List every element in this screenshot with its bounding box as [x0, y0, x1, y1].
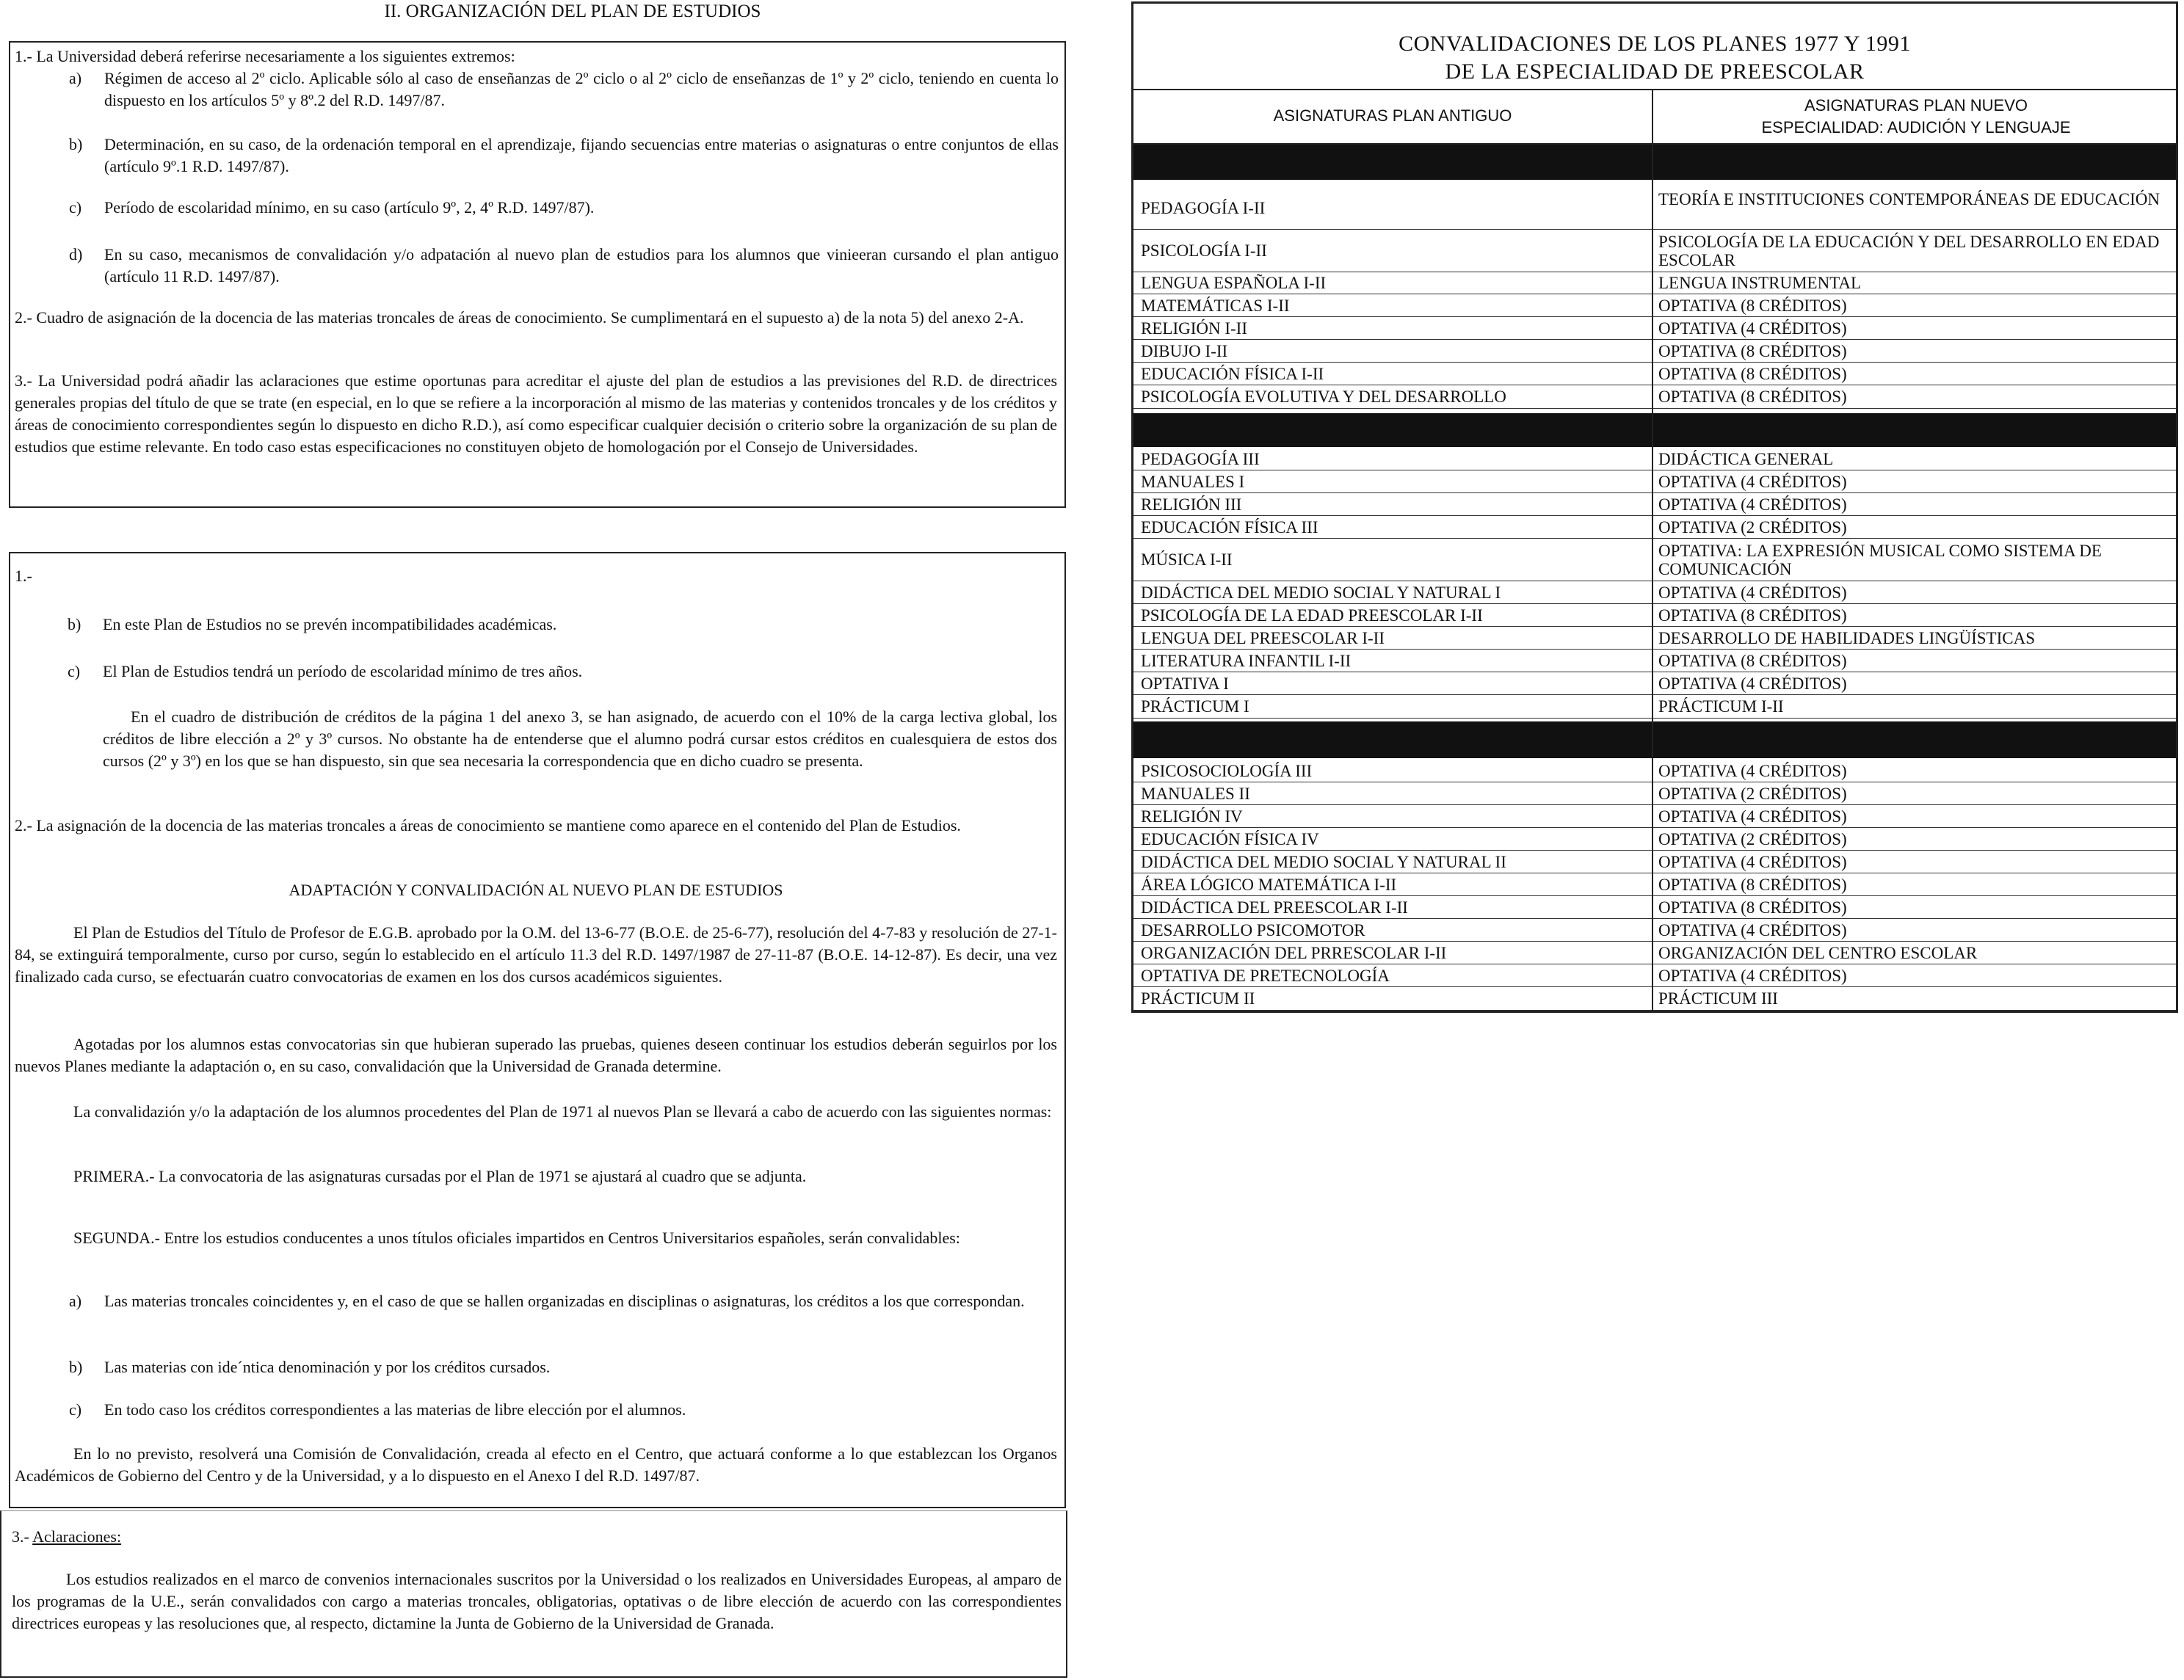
point-1c-text: El Plan de Estudios tendrá un período de escolaridad mínimo de tres años. — [103, 662, 583, 680]
new-subject-cell: DESARROLLO DE HABILIDADES LINGÜÍSTICAS — [1658, 629, 2036, 647]
new-subject-cell: OPTATIVA (4 CRÉDITOS) — [1658, 473, 1847, 491]
point-2: 2.- La asignación de la docencia de las materias troncales a áreas de conocimiento se mantiene como aparece en el contenido del Plan de Estudios. — [15, 816, 961, 834]
table-row — [1133, 294, 2176, 317]
adaptation-para-2: Agotadas por los alumnos estas convocatorias sin que hubieran superado las pruebas, quienes deseen continuar los estudios deberán seguirlos por los nuevos Planes mediante la adaptación o, en su caso, convalidación que la Universidad de Granada determine. — [15, 1035, 1057, 1075]
third-course-band — [1133, 721, 2176, 758]
table-row — [1133, 695, 2176, 719]
new-subject-cell: OPTATIVA (4 CRÉDITOS) — [1658, 319, 1847, 338]
table-row — [1133, 828, 2176, 851]
old-subject-cell: EDUCACIÓN FÍSICA IV — [1141, 830, 1319, 848]
old-plan-header: ASIGNATURAS PLAN ANTIGUO — [1273, 106, 1512, 125]
old-subject-cell: DIDÁCTICA DEL PREESCOLAR I-II — [1141, 898, 1408, 917]
new-subject-cell: PRÁCTICUM III — [1658, 989, 1778, 1008]
table-row — [1133, 385, 2176, 409]
instruction-3: 3.- La Universidad podrá añadir las aclaraciones que estime oportunas para acreditar el ajuste del plan de estudios a las previsiones del R.D. de directrices generales propias del título de que se trate (en especial, en lo que se refiere a la incorporación al mismo de las materias y contenidos troncales y de los créditos y áreas de conocimiento correspondientes según lo dispuesto en dicho R.D.), así como especificar cualquier decisión o criterio sobre la organización de su plan de estudios que estime relevante. En todo caso estas especificaciones no constituyen objeto de homologación por el Consejo de Universidades. — [15, 371, 1057, 456]
table-row — [1133, 873, 2176, 896]
new-subject-cell: OPTATIVA (8 CRÉDITOS) — [1658, 876, 1847, 894]
old-subject-cell: PEDAGOGÍA III — [1141, 450, 1260, 468]
new-subject-cell: OPTATIVA (8 CRÉDITOS) — [1658, 342, 1847, 360]
table-row — [1133, 187, 2176, 230]
adaptation-para-3: La convalidazión y/o la adaptación de los alumnos procedentes del Plan de 1971 al nuevos Plan se llevará a cabo de acuerdo con las siguientes normas: — [73, 1102, 1052, 1121]
table-row — [1133, 230, 2176, 272]
table-row — [1133, 942, 2176, 964]
convalidation-table — [1131, 1, 2178, 1013]
column-divider — [1652, 90, 1653, 1012]
old-subject-cell: RELIGIÓN III — [1141, 495, 1242, 514]
old-subject-cell: LENGUA ESPAÑOLA I-II — [1141, 274, 1327, 292]
adaptation-para-1: El Plan de Estudios del Título de Profesor de E.G.B. aprobado por la O.M. del 13-6-77 (B.O.E. de 25-6-77), resolución del 4-7-83 y resolución de 27-1-84, se extinguirá temporalmente, curso por curso, según lo establecido en el artículo 11.3 del R.D. 1497/1987 de 27-11-87 (B.O.E. 14-12-87). Es decir, una vez finalizado cada curso, se efectuarán cuatro convocatorias de examen en los dos cursos académicos siguientes. — [15, 923, 1057, 986]
new-subject-cell: OPTATIVA (4 CRÉDITOS) — [1658, 807, 1847, 826]
old-subject-cell: EDUCACIÓN FÍSICA III — [1141, 518, 1318, 537]
item-d-label: d) — [69, 245, 83, 263]
old-subject-cell: OPTATIVA I — [1141, 674, 1229, 693]
old-subject-cell: RELIGIÓN I-II — [1141, 319, 1247, 338]
rule-segunda: SEGUNDA.- Entre los estudios conducentes a unos títulos oficiales impartidos en Centros Universitarios españoles, serán convalidables: — [73, 1229, 960, 1247]
old-subject-cell: PSICOLOGÍA DE LA EDAD PREESCOLAR I-II — [1141, 606, 1483, 625]
new-subject-cell: OPTATIVA (4 CRÉDITOS) — [1658, 674, 1847, 693]
table-row — [1133, 672, 2176, 695]
new-plan-header-line-2: ESPECIALIDAD: AUDICIÓN Y LENGUAJE — [1761, 118, 2071, 137]
table-row — [1133, 448, 2176, 470]
table-row — [1133, 896, 2176, 919]
new-subject-cell: OPTATIVA (8 CRÉDITOS) — [1658, 388, 1847, 406]
second-course-band — [1133, 413, 2176, 447]
new-subject-cell: OPTATIVA (4 CRÉDITOS) — [1658, 762, 1847, 780]
point-1b-text: En este Plan de Estudios no se prevén incompatibilidades académicas. — [103, 615, 557, 633]
section-title: II. ORGANIZACIÓN DEL PLAN DE ESTUDIOS — [384, 1, 761, 21]
old-subject-cell: DIDÁCTICA DEL MEDIO SOCIAL Y NATURAL I — [1141, 583, 1501, 602]
new-subject-cell: OPTATIVA (4 CRÉDITOS) — [1658, 967, 1847, 985]
instruction-1: 1.- La Universidad deberá referirse necesariamente a los siguientes extremos: — [15, 47, 515, 65]
old-subject-cell: MANUALES I — [1141, 473, 1245, 491]
old-subject-cell: RELIGIÓN IV — [1141, 807, 1243, 826]
table-title-line-1: CONVALIDACIONES DE LOS PLANES 1977 Y 1991 — [1398, 32, 1911, 56]
new-subject-cell: DIDÁCTICA GENERAL — [1658, 450, 1834, 468]
table-row — [1133, 805, 2176, 828]
table-row — [1133, 851, 2176, 873]
new-plan-header-line-1: ASIGNATURAS PLAN NUEVO — [1804, 96, 2028, 114]
new-subject-cell: OPTATIVA (4 CRÉDITOS) — [1658, 495, 1847, 514]
point-1: 1.- — [15, 567, 32, 585]
old-subject-cell: MATEMÁTICAS I-II — [1141, 297, 1290, 315]
old-subject-cell: ÁREA LÓGICO MATEMÁTICA I-II — [1141, 876, 1397, 894]
table-row — [1133, 650, 2176, 672]
rule-primera: PRIMERA.- La convocatoria de las asignaturas cursadas por el Plan de 1971 se ajustará al cuadro que se adjunta. — [73, 1167, 807, 1185]
old-subject-cell: ORGANIZACIÓN DEL PRRESCOLAR I-II — [1141, 944, 1447, 962]
new-subject-cell: OPTATIVA (8 CRÉDITOS) — [1658, 297, 1847, 315]
old-subject-cell: EDUCACIÓN FÍSICA I-II — [1141, 365, 1324, 383]
new-subject-cell: OPTATIVA (4 CRÉDITOS) — [1658, 583, 1847, 602]
table-row — [1133, 470, 2176, 493]
instructions-box — [9, 41, 1066, 508]
new-subject-cell: OPTATIVA (2 CRÉDITOS) — [1658, 518, 1847, 537]
item-c-text: Período de escolaridad mínimo, en su caso (artículo 9º, 2, 4º R.D. 1497/87). — [104, 198, 595, 217]
table-row — [1133, 760, 2176, 782]
old-subject-cell: PEDAGOGÍA I-II — [1141, 199, 1266, 217]
new-subject-cell: PRÁCTICUM I-II — [1658, 697, 1784, 716]
old-subject-cell: MÚSICA I-II — [1141, 550, 1233, 569]
new-subject-cell: ORGANIZACIÓN DEL CENTRO ESCOLAR — [1658, 944, 1978, 962]
item-a-text: Régimen de acceso al 2º ciclo. Aplicable sólo al caso de enseñanzas de 2º ciclo o al 2º ciclo de enseñanzas de 1º y 2º ciclo, teniendo en cuenta lo dispuesto en los artículos 5º y 8º.2 del R.D. 1497/87. — [104, 69, 1059, 109]
old-subject-cell: LENGUA DEL PREESCOLAR I-II — [1141, 629, 1385, 647]
table-row — [1133, 340, 2176, 363]
new-subject-cell: LENGUA INSTRUMENTAL — [1658, 274, 1862, 292]
item-a-label: a) — [69, 69, 82, 87]
clarifications-heading: 3.- Aclaraciones: — [12, 1527, 122, 1546]
table-row — [1133, 627, 2176, 650]
old-subject-cell: LITERATURA INFANTIL I-II — [1141, 652, 1352, 670]
rule-c-text: En todo caso los créditos correspondientes a las materias de libre elección por el alumnos. — [104, 1400, 686, 1419]
item-b-text: Determinación, en su caso, de la ordenación temporal en el aprendizaje, fijando secuencias entre materias o asignaturas o entre conjuntos de ellas (artículo 9º.1 R.D. 1497/87). — [104, 135, 1059, 175]
rule-b-text: Las materias con ide´ntica denominación y por los créditos cursados. — [104, 1358, 551, 1376]
closing-para: En lo no previsto, resolverá una Comisión de Convalidación, creada al efecto en el Centro, que actuará conforme a lo que establezcan los Organos Académicos de Gobierno del Centro y de la Universidad, y a lo dispuesto en el Anexo I del R.D. 1497/87. — [15, 1444, 1057, 1485]
old-subject-cell: PRÁCTICUM I — [1141, 697, 1249, 716]
table-row — [1133, 581, 2176, 604]
point-1c-detail: En el cuadro de distribución de créditos de la página 1 del anexo 3, se han asignado, de acuerdo con el 10% de la carga lectiva global, los créditos de libre elección a 2º y 3º cursos. No obstante ha de entenderse que el alumno podrá cursar estos créditos en cualesquiera de estos dos cursos (2º y 3º) en los que se han dispuesto, sin que sea necesaria la correspondencia que en dicho cuadro se presenta. — [103, 708, 1057, 770]
table-row — [1133, 539, 2176, 581]
plan-details-box — [9, 552, 1066, 1508]
clarifications-label: Aclaraciones: — [32, 1527, 122, 1546]
new-subject-cell: OPTATIVA (4 CRÉDITOS) — [1658, 921, 1847, 939]
table-row — [1133, 516, 2176, 539]
table-row — [1133, 964, 2176, 987]
table-row — [1133, 987, 2176, 1011]
old-subject-cell: PSICOSOCIOLOGÍA III — [1141, 762, 1313, 780]
table-row — [1133, 604, 2176, 627]
new-subject-cell: OPTATIVA (8 CRÉDITOS) — [1658, 365, 1847, 383]
item-b-label: b) — [69, 135, 83, 153]
old-subject-cell: PRÁCTICUM II — [1141, 989, 1255, 1008]
new-subject-cell: PSICOLOGÍA DE LA EDUCACIÓN Y DEL DESARROLLO EN EDAD ESCOLAR — [1658, 233, 2160, 269]
rule-b-label: b) — [69, 1358, 83, 1376]
old-subject-cell: OPTATIVA DE PRETECNOLOGÍA — [1141, 967, 1390, 985]
table-row — [1133, 363, 2176, 385]
new-subject-cell: OPTATIVA (8 CRÉDITOS) — [1658, 652, 1847, 670]
item-c-label: c) — [69, 198, 82, 217]
instruction-2: 2.- Cuadro de asignación de la docencia de las materias troncales de áreas de conocimiento. Se cumplimentará en el supuesto a) de la nota 5) del anexo 2-A. — [15, 308, 1024, 327]
item-d-text: En su caso, mecanismos de convalidación y/o adpatación al nuevo plan de estudios para los alumnos que vinieeran cursando el plan antiguo (artículo 11 R.D. 1497/87). — [104, 245, 1059, 286]
old-subject-cell: DESARROLLO PSICOMOTOR — [1141, 921, 1365, 939]
point-1b-label: b) — [68, 615, 81, 633]
table-row — [1133, 272, 2176, 294]
new-subject-cell: OPTATIVA (2 CRÉDITOS) — [1658, 785, 1847, 803]
adaptation-heading: ADAPTACIÓN Y CONVALIDACIÓN AL NUEVO PLAN DE ESTUDIOS — [289, 881, 783, 899]
table-row — [1133, 782, 2176, 805]
old-subject-cell: DIBUJO I-II — [1141, 342, 1228, 360]
table-row — [1133, 919, 2176, 942]
point-1c-label: c) — [68, 662, 81, 680]
rule-a-label: a) — [69, 1292, 82, 1310]
rule-a-text: Las materias troncales coincidentes y, en el caso de que se hallen organizadas en disciplinas o asignaturas, los créditos a los que correspondan. — [104, 1292, 1025, 1310]
table-row — [1133, 493, 2176, 516]
new-subject-cell: OPTATIVA (8 CRÉDITOS) — [1658, 606, 1847, 625]
new-subject-cell: OPTATIVA (8 CRÉDITOS) — [1658, 898, 1847, 917]
clarifications-text: Los estudios realizados en el marco de convenios internacionales suscritos por la Universidad o los realizados en Universidades Europeas, al amparo de los programas de la U.E., serán convalidados con cargo a materias troncales, obligatorias, optativas o de libre elección de acuerdo con las correspondientes directrices europeas y las resoluciones que, al respecto, dictamine la Junta de Gobierno de la Universidad de Granada. — [12, 1570, 1062, 1632]
table-row — [1133, 317, 2176, 340]
first-course-band — [1133, 145, 2176, 180]
old-subject-cell: PSICOLOGÍA EVOLUTIVA Y DEL DESARROLLO — [1141, 388, 1506, 406]
old-subject-cell: MANUALES II — [1141, 785, 1250, 803]
new-subject-cell: OPTATIVA (2 CRÉDITOS) — [1658, 830, 1847, 848]
old-subject-cell: PSICOLOGÍA I-II — [1141, 241, 1267, 260]
table-title-line-2: DE LA ESPECIALIDAD DE PREESCOLAR — [1445, 59, 1865, 84]
new-subject-cell: OPTATIVA: LA EXPRESIÓN MUSICAL COMO SISTEMA DE COMUNICACIÓN — [1658, 542, 2102, 578]
old-subject-cell: DIDÁCTICA DEL MEDIO SOCIAL Y NATURAL II — [1141, 853, 1506, 871]
new-subject-cell: TEORÍA E INSTITUCIONES CONTEMPORÁNEAS DE EDUCACIÓN — [1658, 190, 2160, 208]
new-subject-cell: OPTATIVA (4 CRÉDITOS) — [1658, 853, 1847, 871]
rule-c-label: c) — [69, 1400, 82, 1419]
clarifications-box — [0, 1510, 1067, 1678]
